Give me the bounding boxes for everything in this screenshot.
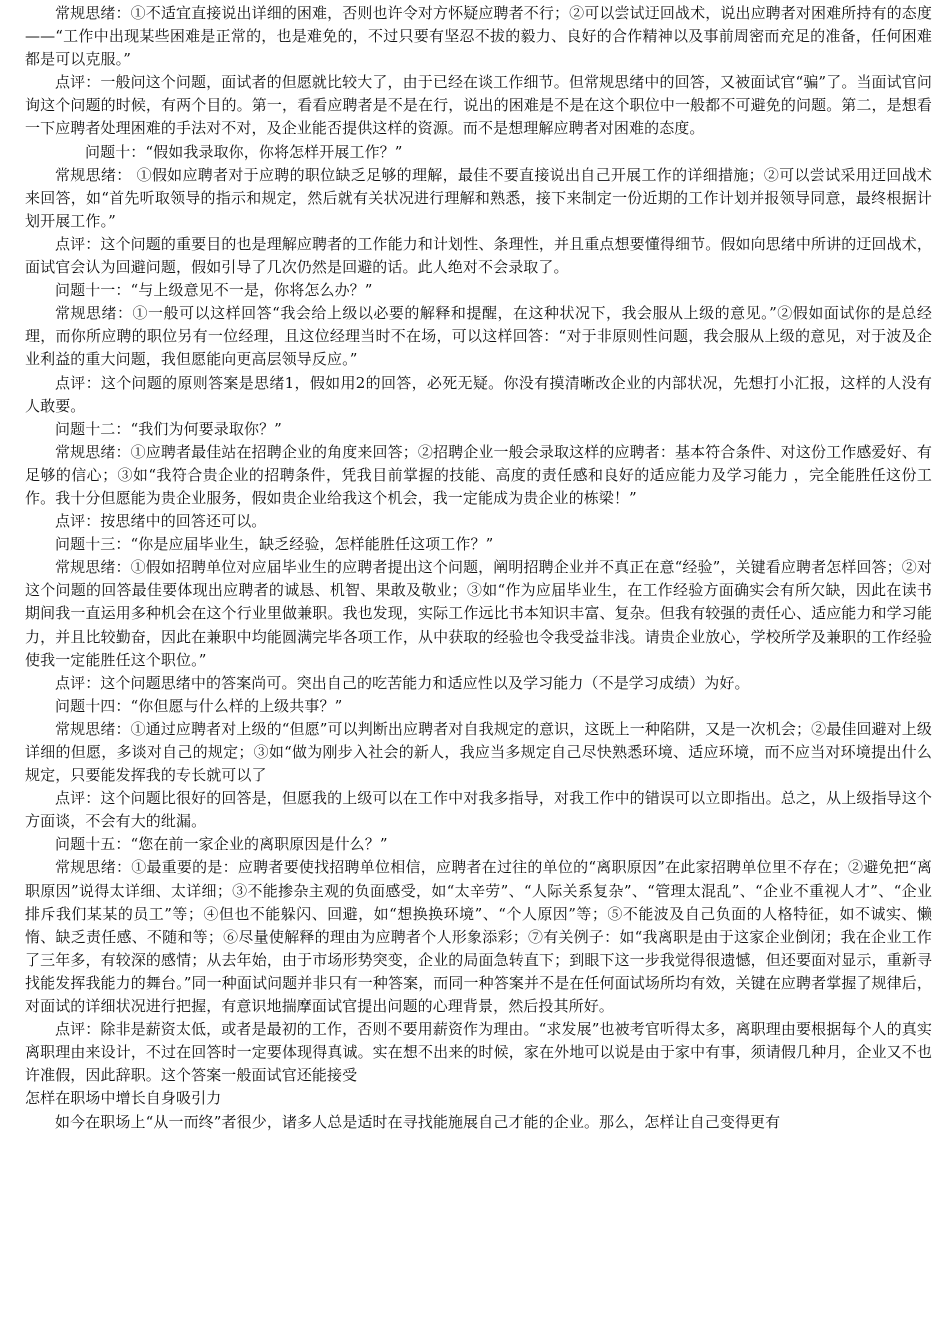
comment-paragraph: 点评：一般问这个问题，面试者的但愿就比较大了，由于已经在谈工作细节。但常规思绪中的回答，又被面试官“骗”了。当面试官问询这个问题的时候，有两个目的。第一，看看应聘者是不是在行，说出的困难是不是在这个职位中一般都不可避免的问题。第二，是想看一下应聘者处理困难的手法对不对，及企业能否提供这样的资源。而不是想理解应聘者对困难的态度。 [25, 73, 932, 138]
question-heading: 问题十：“假如我录取你，你将怎样开展工作？” [85, 142, 403, 161]
answer-paragraph: 常规思绪：①通过应聘者对上级的“但愿”可以判断出应聘者对自我规定的意识，这既上一种陷阱，又是一次机会；②最佳回避对上级详细的但愿，多谈对自己的规定；③如“做为刚步入社会的新人，我应当多规定自己尽快熟悉环境、适应环境，而不应当对环境提出什么规定，只要能发挥我的专长就可以了 [25, 719, 932, 785]
answer-paragraph: 常规思绪： ①假如应聘者对于应聘的职位缺乏足够的理解，最佳不要直接说出自己开展工作的详细措施；②可以尝试采用迂回战术来回答，如“首先听取领导的指示和规定，然后就有关状况进行理解和熟悉，接下来制定一份近期的工作计划并报领导同意，最终根据计划开展工作。” [25, 165, 932, 230]
comment-paragraph: 点评：这个问题比很好的回答是，但愿我的上级可以在工作中对我多指导，对我工作中的错误可以立即指出。总之，从上级指导这个方面谈，不会有大的纰漏。 [25, 789, 932, 831]
question-heading: 问题十三：“你是应届毕业生，缺乏经验，怎样能胜任这项工作？” [55, 535, 494, 554]
answer-paragraph: 常规思绪：①假如招聘单位对应届毕业生的应聘者提出这个问题，阐明招聘企业并不真正在意“经验”，关键看应聘者怎样回答；②对这个问题的回答最佳要体现出应聘者的诚恳、机智、果敢及敬业；③如“作为应届毕业生，在工作经验方面确实会有所欠缺，因此在读书期间我一直运用多种机会在这个行业里做兼职。我也发现，实际工作远比书本知识丰富、复杂。但我有较强的责任心、适应能力和学习能力，并且比较勤奋，因此在兼职中均能圆满完毕各项工作，从中获取的经验也令我受益非浅。请贵企业放心，学校所学及兼职的工作经验使我一定能胜任这个职位。” [25, 558, 932, 669]
question-heading: 问题十二：“我们为何要录取你？” [55, 419, 282, 438]
comment-paragraph: 点评：这个问题思绪中的答案尚可。突出自己的吃苦能力和适应性以及学习能力（不是学习成绩）为好。 [55, 673, 750, 692]
comment-paragraph: 点评：按思绪中的回答还可以。 [55, 512, 267, 531]
section-heading: 怎样在职场中增长自身吸引力 [25, 1089, 222, 1108]
comment-paragraph: 点评：这个问题的重要目的也是理解应聘者的工作能力和计划性、条理性，并且重点想要懂得细节。假如向思绪中所讲的迂回战术，面试官会认为回避问题，假如引导了几次仍然是回避的话。此人绝对不会录取了。 [25, 234, 932, 277]
answer-paragraph: 常规思绪：①应聘者最佳站在招聘企业的角度来回答；②招聘企业一般会录取这样的应聘者：基本符合条件、对这份工作感爱好、有足够的信心；③如“我符合贵企业的招聘条件，凭我目前掌握的技能、高度的责任感和良好的适应能力及学习能力 ，完全能胜任这份工作。我十分但愿能为贵企业服务，假如贵企业给我这个机会，我一定能成为贵企业的栋梁！” [25, 442, 932, 507]
question-heading: 问题十四：“你但愿与什么样的上级共事？” [55, 696, 343, 715]
question-heading: 问题十五：“您在前一家企业的离职原因是什么？” [55, 835, 388, 854]
answer-paragraph: 常规思绪：①一般可以这样回答“我会给上级以必要的解释和提醒，在这种状况下，我会服从上级的意见。”②假如面试你的是总经理，而你所应聘的职位另有一位经理，且这位经理当时不在场，可以这样回答：“对于非原则性问题，我会服从上级的意见，对于波及企业利益的重大问题，我但愿能向更高层领导反应。” [25, 304, 932, 369]
question-heading: 问题十一：“与上级意见不一是，你将怎么办？” [55, 281, 373, 300]
answer-paragraph: 常规思绪：①最重要的是：应聘者要使找招聘单位相信，应聘者在过往的单位的“离职原因”在此家招聘单位里不存在；②避免把“离职原因”说得太详细、太详细；③不能掺杂主观的负面感受，如“太辛劳”、“人际关系复杂”、“管理太混乱”、“企业不重视人才”、“企业排斥我们某某的员工”等；④但也不能躲闪、回避，如“想换换环境”、“个人原因”等；⑤不能波及自己负面的人格特征，如不诚实、懒惰、缺乏责任感、不随和等；⑥尽量使解释的理由为应聘者个人形象添彩；⑦有关例子：如“我离职是由于这家企业倒闭；我在企业工作了三年多，有较深的感情；从去年始，由于市场形势突变，企业的局面急转直下；到眼下这一步我觉得很遗憾，但还要面对显示，重新寻找能发挥我能力的舞台。”同一种面试问题并非只有一种答案，而同一种答案并不是在任何面试场所均有效，关键在应聘者掌握了规律后，对面试的详细状况进行把握，有意识地揣摩面试官提出问题的心理背景，然后投其所好。 [25, 858, 932, 1016]
comment-paragraph: 点评：这个问题的原则答案是思绪1，假如用2的回答，必死无疑。你没有摸清晰改企业的内部状况，先想打小汇报，这样的人没有人敢要。 [25, 373, 932, 415]
body-paragraph: 如今在职场上“从一而终”者很少，诸多人总是适时在寻找能施展自己才能的企业。那么，怎样让自己变得更有 [55, 1112, 781, 1131]
comment-paragraph: 点评：除非是薪资太低，或者是最初的工作，否则不要用薪资作为理由。“求发展”也被考官听得太多，离职理由要根据每个人的真实离职理由来设计，不过在回答时一定要体现得真诚。实在想不出来的时候，家在外地可以说是由于家中有事，须请假几种月，企业又不也许准假，因此辞职。这个答案一般面试官还能接受 [25, 1020, 932, 1085]
answer-paragraph: 常规思绪：①不适宜直接说出详细的困难，否则也许令对方怀疑应聘者不行；②可以尝试迂回战术，说出应聘者对困难所持有的态度——“工作中出现某些困难是正常的，也是难免的，不过只要有坚忍不拔的毅力、良好的合作精神以及事前周密而充足的准备，任何困难都是可以克服。” [25, 4, 932, 69]
